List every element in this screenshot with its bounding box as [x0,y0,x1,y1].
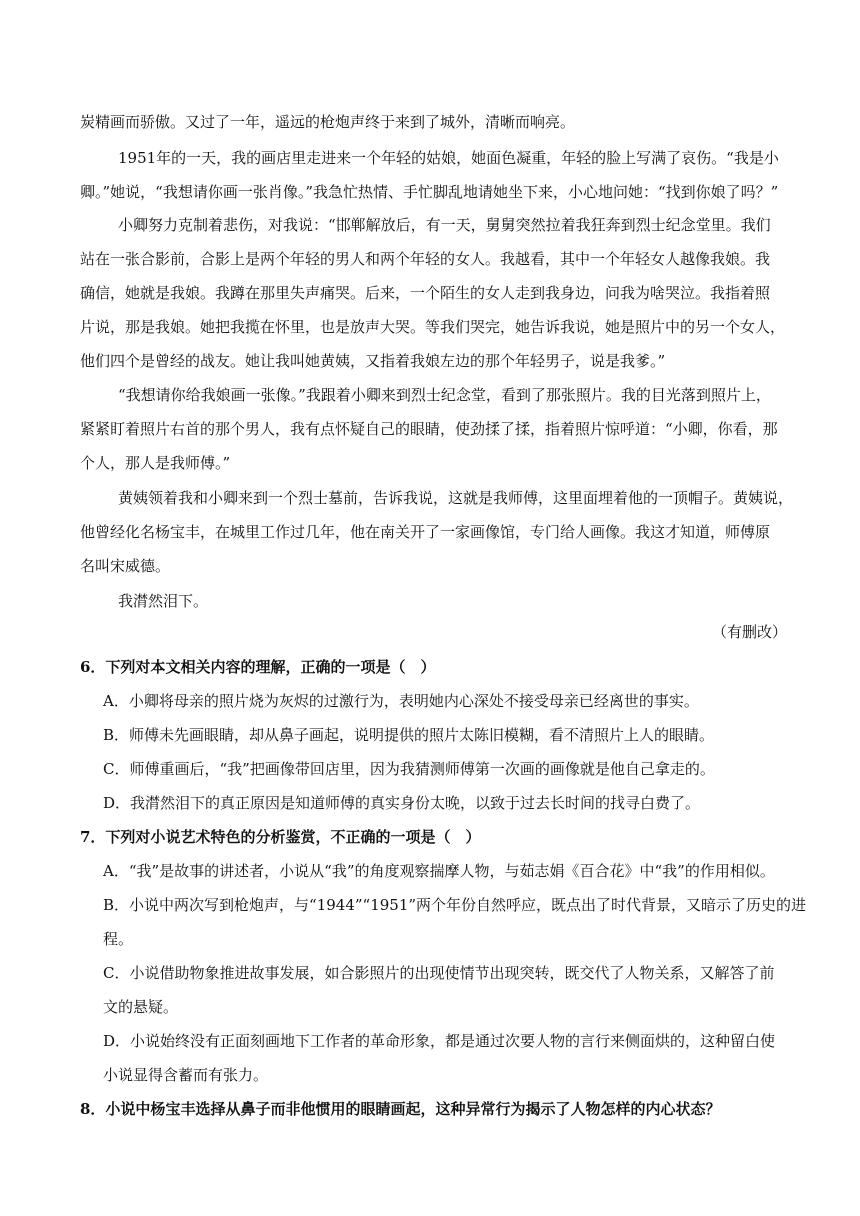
story-line: 名叫宋威德。 [80,557,171,575]
question-option: D．小说始终没有正面刻画地下工作者的革命形象，都是通过次要人物的言行来侧面烘的，这种留白使 [103,1032,776,1050]
story-line: 确信，她就是我娘。我蹲在那里失声痛哭。后来，一个陌生的女人走到我身边，问我为啥哭泣。我指着照 [80,284,771,302]
story-line: 黄姨领着我和小卿来到一个烈士墓前，告诉我说，这就是我师傅，这里面埋着他的一顶帽子。黄姨说， [118,489,794,507]
story-line: 我潸然泪下。 [118,592,209,610]
question-option: C．师傅重画后，“我”把画像带回店里，因为我猜测师傅第一次画的画像就是他自己拿走的。 [103,760,715,778]
story-line: 卿。”她说，“我想请你画一张肖像。”我急忙热情、手忙脚乱地请她坐下来，小心地问她：“找到你娘了吗？” [80,183,779,201]
question-option: C．小说借助物象推进故事发展，如合影照片的出现使情节出现突转，既交代了人物关系，又解答了前 [103,964,775,982]
story-line: 站在一张合影前，合影上是两个年轻的男人和两个年轻的女人。我越看，其中一个年轻女人越像我娘。我 [80,250,771,268]
story-line: 1951年的一天，我的画店里走进来一个年轻的姑娘，她面色凝重，年轻的脸上写满了哀伤。“我是小 [118,149,779,167]
question-option: B．师傅未先画眼睛，却从鼻子画起，说明提供的照片太陈旧模糊，看不清照片上人的眼睛。 [103,726,715,744]
question-stem: 7．下列对小说艺术特色的分析鉴赏，不正确的一项是（ ） [80,828,481,846]
question-option: A．小卿将母亲的照片烧为灰烬的过激行为，表明她内心深处不接受母亲已经离世的事实。 [103,692,699,710]
question-option-continued: 文的悬疑。 [103,998,179,1016]
story-line: 他曾经化名杨宝丰，在城里工作过几年，他在南关开了一家画像馆，专门给人画像。我这才知道，师傅原 [80,523,771,541]
question-stem: 8．小说中杨宝丰选择从鼻子而非他惯用的眼睛画起，这种异常行为揭示了人物怎样的内心状态？ [80,1100,721,1118]
story-line: 个人，那人是我师傅。” [80,454,231,472]
story-line: 炭精画而骄傲。又过了一年，遥远的枪炮声终于来到了城外，清晰而响亮。 [80,113,576,131]
question-option-continued: 程。 [103,930,134,948]
edit-note: （有删改） [712,623,788,641]
story-line: 片说，那是我娘。她把我揽在怀里，也是放声大哭。等我们哭完，她告诉我说，她是照片中的另一个女人， [80,318,786,336]
question-stem: 6．下列对本文相关内容的理解，正确的一项是（ ） [80,658,436,676]
question-option-continued: 小说显得含蓄而有张力。 [103,1066,269,1084]
story-line: “我想请你给我娘画一张像。”我跟着小卿来到烈士纪念堂，看到了那张照片。我的目光落到照片上， [118,386,771,404]
question-option: D．我潸然泪下的真正原因是知道师傅的真实身份太晚，以致于过去长时间的找寻白费了。 [103,794,701,812]
question-option: B．小说中两次写到枪炮声，与“1944”“1951”两个年份自然呼应，既点出了时代背景，又暗示了历史的进 [103,896,807,914]
story-line: 小卿努力克制着悲伤，对我说：“邯郸解放后，有一天，舅舅突然拉着我狂奔到烈士纪念堂里。我们 [118,216,771,234]
story-line: 紧紧盯着照片右首的那个男人，我有点怀疑自己的眼睛，使劲揉了揉，指着照片惊呼道：“小卿，你看，那 [80,420,778,438]
question-option: A．“我”是故事的讲述者，小说从“我”的角度观察揣摩人物，与茹志娟《百合花》中“我”的作用相似。 [103,862,775,880]
story-line: 他们四个是曾经的战友。她让我叫她黄姨，又指着我娘左边的那个年轻男子，说是我爹。” [80,352,666,370]
